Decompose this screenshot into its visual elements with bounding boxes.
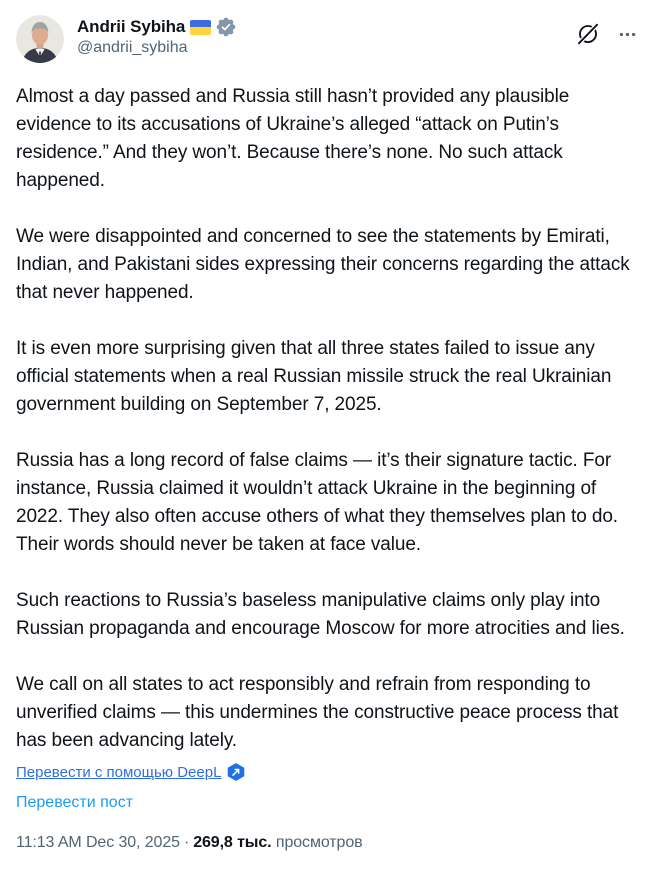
deepl-translate-row bbox=[16, 763, 638, 781]
grok-icon[interactable] bbox=[575, 21, 601, 47]
deepl-translate-link[interactable]: Перевести с помощью DeepL bbox=[16, 763, 222, 781]
tweet-header bbox=[16, 15, 638, 63]
deepl-icon[interactable] bbox=[227, 763, 245, 781]
more-options-icon[interactable] bbox=[617, 24, 638, 45]
tweet-paragraph: Almost a day passed and Russia still hasn’t provided any plausible evidence to its accusations of Ukraine’s alleged “attack on Putin’s residence.” And they won’t. Because there’s none. No such attack happened. bbox=[16, 86, 570, 191]
avatar-image bbox=[16, 15, 64, 63]
tweet-text bbox=[16, 83, 638, 755]
meta-separator: · bbox=[183, 834, 190, 851]
name-row bbox=[77, 17, 575, 37]
tweet-meta bbox=[16, 834, 638, 852]
translate-post-link[interactable]: Перевести пост bbox=[16, 794, 134, 811]
tweet-paragraph: It is even more surprising given that all three states failed to issue any official statements when a real Russian missile struck the real Ukrainian government building on September 7, 2025. bbox=[16, 338, 612, 415]
header-actions bbox=[575, 15, 638, 47]
display-name[interactable]: Andrii Sybiha bbox=[77, 17, 186, 36]
ukraine-flag-icon bbox=[190, 20, 211, 35]
tweet-paragraph: We call on all states to act responsibly and refrain from responding to unverified claims — this undermines the constructive peace process that has been advancing lately. bbox=[16, 674, 619, 751]
tweet-paragraph: Russia has a long record of false claims — it’s their signature tactic. For instance, Russia claimed it wouldn’t attack Ukraine in the beginning of 2022. They also often accuse others of what they themselves plan to do. Their words should never be taken at face value. bbox=[16, 450, 618, 555]
user-handle[interactable]: @andrii_sybiha bbox=[77, 39, 188, 56]
translate-post-row bbox=[16, 794, 638, 812]
avatar[interactable] bbox=[16, 15, 64, 63]
timestamp[interactable]: 11:13 AM Dec 30, 2025 bbox=[16, 834, 180, 851]
user-info bbox=[77, 15, 575, 57]
views-count[interactable]: 269,8 тыс. bbox=[193, 834, 272, 851]
tweet-paragraph: Such reactions to Russia’s baseless manipulative claims only play into Russian propaganda and encourage Moscow for more atrocities and lies. bbox=[16, 590, 625, 639]
verified-badge-icon bbox=[216, 17, 236, 37]
tweet-paragraph: We were disappointed and concerned to see the statements by Emirati, Indian, and Pakistani sides expressing their concerns regarding the attack that never happened. bbox=[16, 226, 630, 303]
views-label: просмотров bbox=[275, 834, 363, 851]
